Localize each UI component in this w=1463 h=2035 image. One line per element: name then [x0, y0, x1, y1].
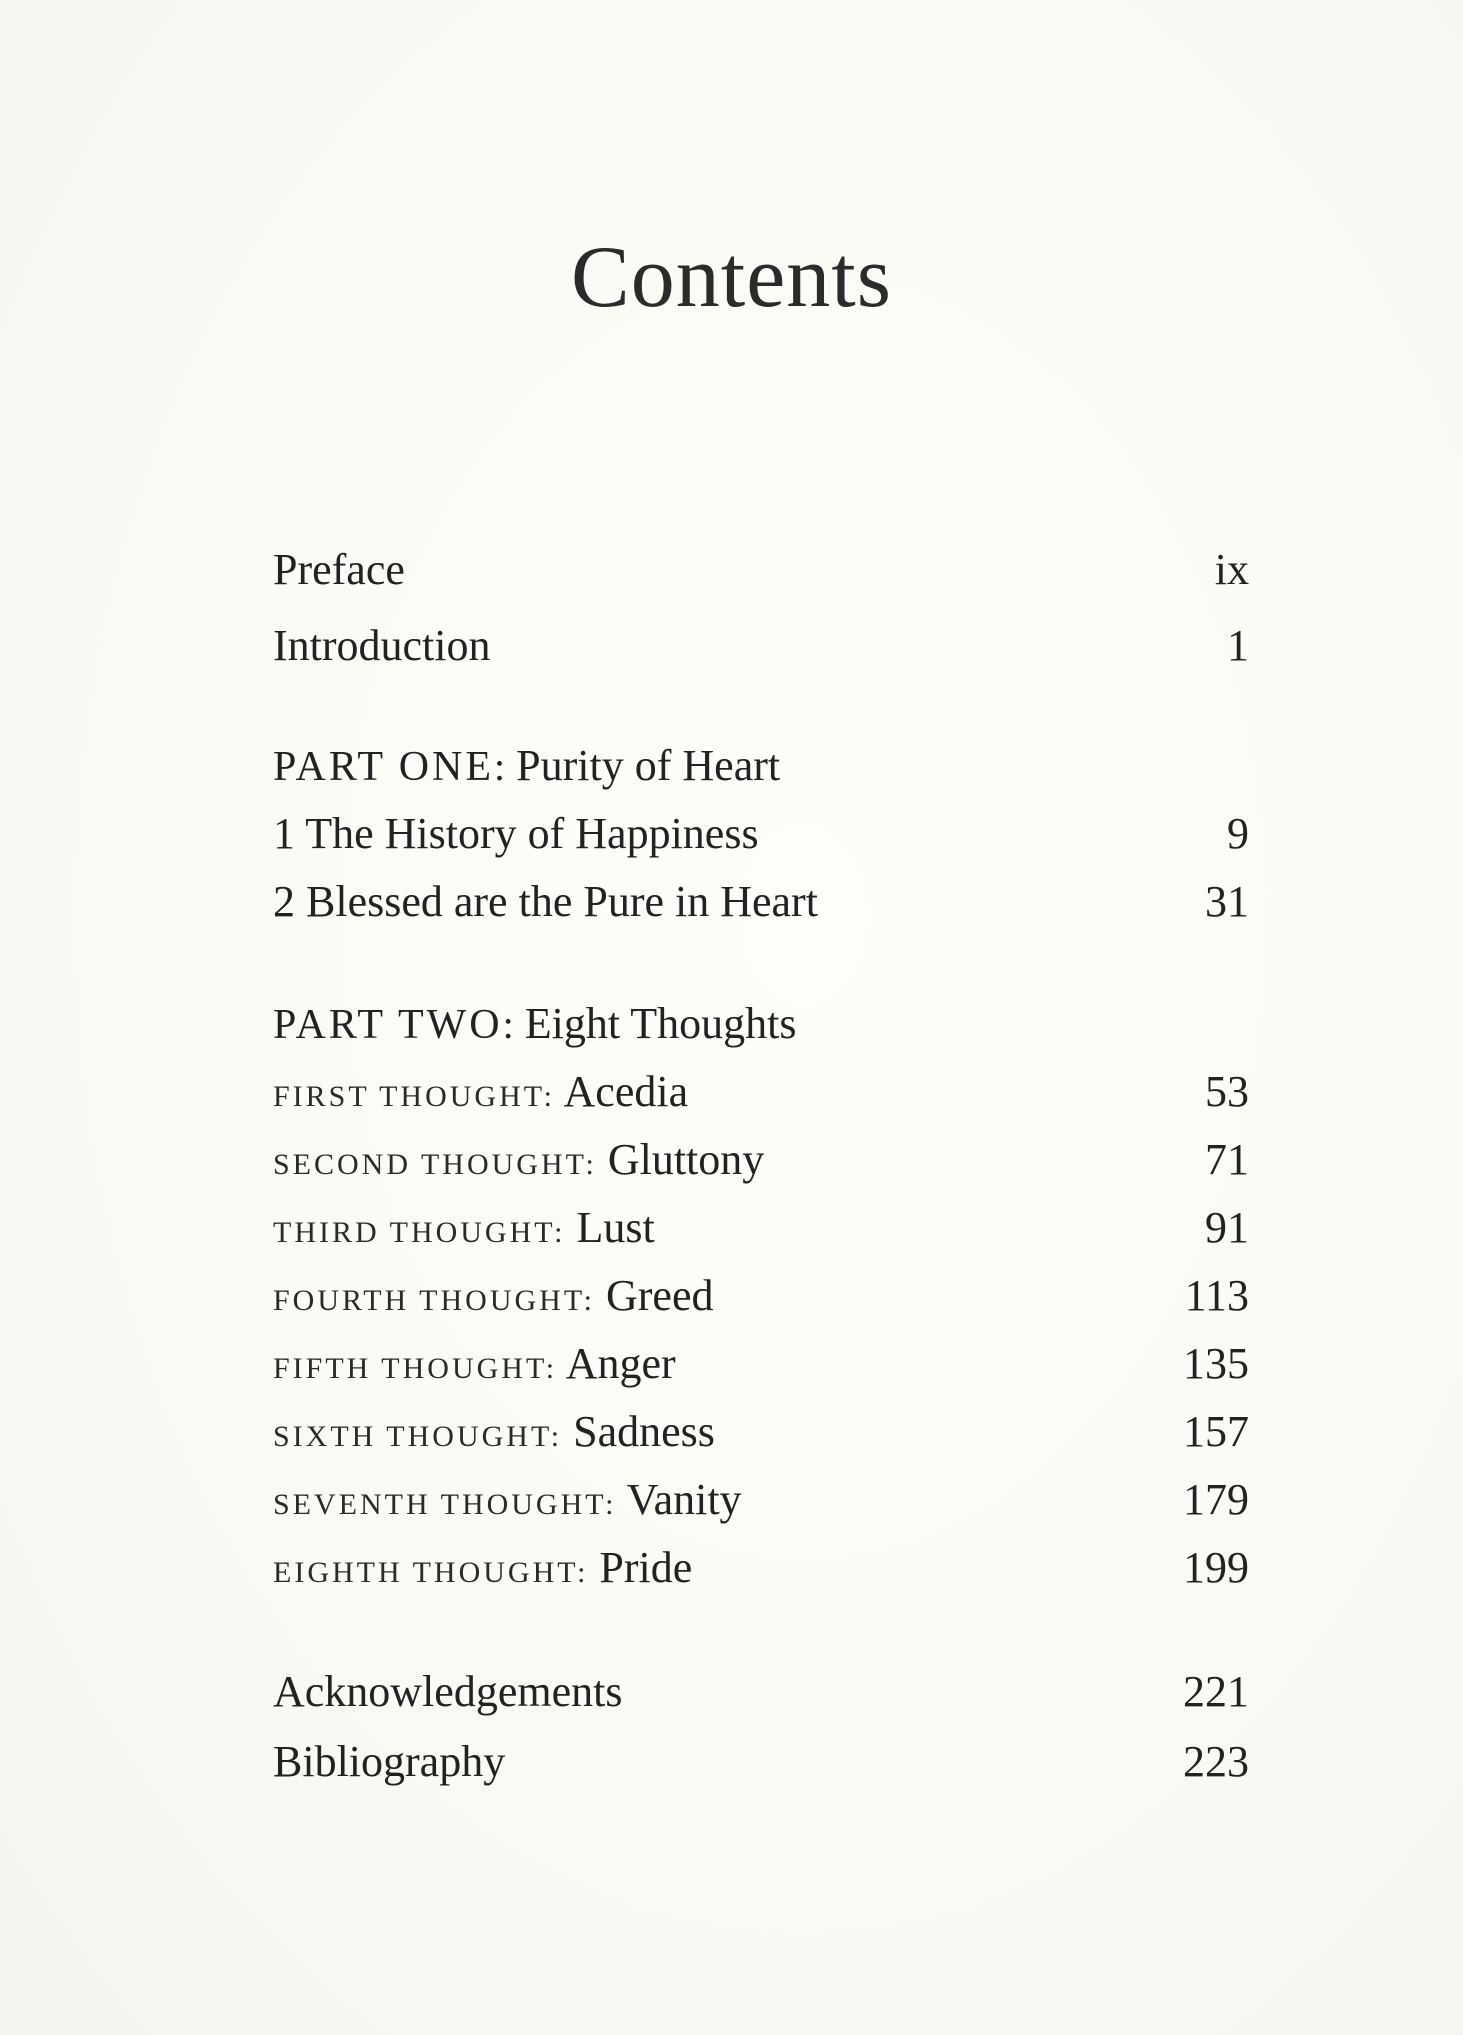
toc-entry-sixth-thought[interactable]: SIXTH THOUGHT: Sadness 157 [273, 1402, 1249, 1462]
thought-label: SIXTH THOUGHT [273, 1420, 551, 1453]
entry-page-number: 223 [1183, 1737, 1249, 1786]
entry-page-number: 9 [1227, 809, 1249, 858]
toc-entry-third-thought[interactable]: THIRD THOUGHT: Lust 91 [273, 1198, 1249, 1258]
entry-page-number: 135 [1183, 1339, 1249, 1388]
entry-page-number: 1 [1227, 621, 1249, 670]
thought-label: EIGHTH THOUGHT [273, 1556, 578, 1589]
thought-name: Lust [576, 1203, 655, 1252]
toc-entry-bibliography[interactable] [273, 1732, 1249, 1792]
part-separator: : [502, 1002, 514, 1047]
entry-page-number: 91 [1205, 1203, 1249, 1252]
part-name: Eight Thoughts [524, 999, 797, 1048]
thought-name: Vanity [626, 1475, 742, 1524]
thought-name: Anger [565, 1339, 676, 1388]
thought-name: Greed [606, 1271, 714, 1320]
toc-entry-second-thought[interactable]: SECOND THOUGHT: Gluttony 71 [273, 1130, 1249, 1190]
part-label: PART TWO [273, 1002, 503, 1048]
entry-label: Introduction [273, 621, 491, 670]
toc-entry-fourth-thought[interactable]: FOURTH THOUGHT: Greed 113 [273, 1266, 1249, 1326]
thought-name: Pride [599, 1543, 693, 1592]
thought-label: FOURTH THOUGHT [273, 1284, 584, 1317]
entry-page-number: 221 [1183, 1667, 1249, 1716]
entry-page-number: 199 [1183, 1543, 1249, 1592]
entry-label: Acknowledgements [273, 1667, 623, 1716]
toc-entry-chapter-2[interactable] [273, 872, 1249, 932]
thought-label: FIRST THOUGHT [273, 1080, 544, 1113]
entry-label: Bibliography [273, 1737, 506, 1786]
part-name: Purity of Heart [516, 741, 781, 790]
part-separator: : [494, 744, 506, 789]
thought-label: THIRD THOUGHT [273, 1216, 555, 1249]
entry-page-number: ix [1214, 545, 1249, 594]
entry-label: 2 Blessed are the Pure in Heart [273, 877, 818, 926]
entry-page-number: 157 [1183, 1407, 1249, 1456]
part-one-heading [273, 736, 1249, 796]
entry-label: Preface [273, 545, 405, 594]
thought-name: Sadness [573, 1407, 715, 1456]
thought-name: Acedia [563, 1067, 689, 1116]
toc-entry-chapter-1[interactable] [273, 804, 1249, 864]
toc-entry-seventh-thought[interactable]: SEVENTH THOUGHT: Vanity 179 [273, 1470, 1249, 1530]
entry-label: 1 The History of Happiness [273, 809, 759, 858]
entry-page-number: 113 [1184, 1271, 1249, 1320]
entry-page-number: 53 [1205, 1067, 1249, 1116]
toc-entry-eighth-thought[interactable]: EIGHTH THOUGHT: Pride 199 [273, 1538, 1249, 1598]
table-of-contents [273, 0, 1249, 2035]
toc-entry-preface[interactable] [273, 540, 1249, 600]
toc-entry-introduction[interactable] [273, 616, 1249, 676]
thought-label: SECOND THOUGHT [273, 1148, 586, 1181]
toc-entry-fifth-thought[interactable]: FIFTH THOUGHT: Anger 135 [273, 1334, 1249, 1394]
entry-page-number: 179 [1183, 1475, 1249, 1524]
entry-page-number: 31 [1205, 877, 1249, 926]
page-title: Contents [571, 229, 892, 326]
toc-entry-acknowledgements[interactable] [273, 1662, 1249, 1722]
thought-label: FIFTH THOUGHT [273, 1352, 546, 1385]
part-two-heading [273, 994, 1249, 1054]
entry-page-number: 71 [1205, 1135, 1249, 1184]
toc-entry-first-thought[interactable]: FIRST THOUGHT: Acedia 53 [273, 1062, 1249, 1122]
thought-name: Gluttony [607, 1135, 765, 1184]
part-label: PART ONE [273, 744, 495, 790]
thought-label: SEVENTH THOUGHT [273, 1488, 606, 1521]
